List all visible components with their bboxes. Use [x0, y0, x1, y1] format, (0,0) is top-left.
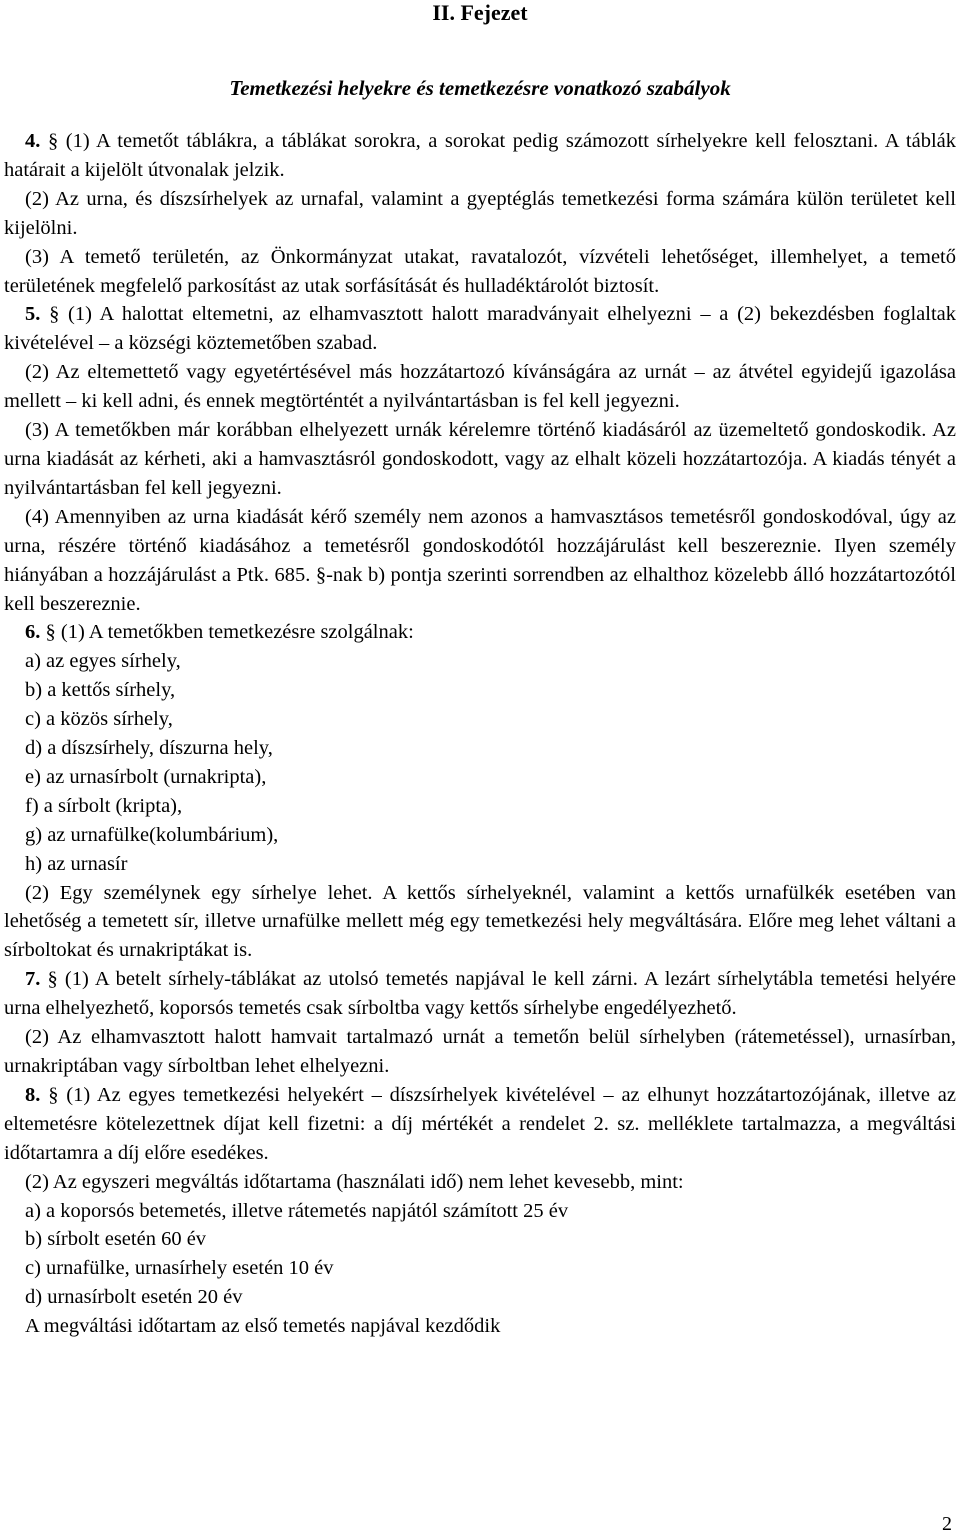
list-item: g) az urnafülke(kolumbárium),: [25, 823, 279, 846]
section-5-text-1: § (1) A halottat eltemetni, az elhamvasztott halott maradványait elhelyezni – a (2) bekezdésben foglaltak kivételével – a községi köztemetőben szabad.: [4, 303, 957, 355]
section-6-paragraph-1: [4, 618, 956, 647]
section-8-paragraph-1: [4, 1081, 956, 1168]
list-item: h) az urnasír: [25, 852, 128, 875]
section-5-paragraph-2: (2) Az eltemettető vagy egyetértésével más hozzátartozó kívánságára az urnát – az átvétel egyidejű igazolása mellett – ki kell adni, és ennek megtörténtét a nyilvántartásban is fel kell jegyezni.: [4, 361, 956, 413]
list-item: b) sírbolt esetén 60 év: [25, 1228, 207, 1251]
page-number: 2: [942, 1513, 952, 1535]
section-4-paragraph-3: (3) A temető területén, az Önkormányzat utakat, ravatalozót, vízvételi lehetőséget, illemhelyet, a temető területének megfelelő parkosítást az utak sorfásítását és hulladéktárolót biztosít.: [4, 245, 956, 297]
list-item: f) a sírbolt (kripta),: [25, 794, 183, 817]
section-8-number: 8.: [25, 1083, 41, 1106]
section-4-text-1: § (1) A temetőt táblákra, a táblákat sorokra, a sorokat pedig számozott sírhelyekre kell felosztani. A táblák határait a kijelölt útvonalak jelzik.: [4, 130, 957, 181]
section-6-text-1: § (1) A temetőkben temetkezésre szolgálnak:: [45, 621, 414, 644]
section-5-number: 5.: [25, 303, 41, 326]
list-item: b) a kettős sírhely,: [25, 679, 176, 702]
section-7-paragraph-2: (2) Az elhamvasztott halott hamvait tartalmazó urnát a temetőn belül sírhelyben (rátemetéssel), urnasírban, urnakriptában vagy sírboltban lehet elhelyezni.: [4, 1026, 956, 1077]
section-5-paragraph-1: [4, 300, 956, 358]
section-7-text-1: § (1) A betelt sírhely-táblákat az utolsó temetés napjával le kell zárni. A lezárt sírhelytábla temetési helyére urna elhelyezhető, koporsós temetés csak sírboltba vagy kettős sírhelybe engedélyezhető.: [4, 968, 957, 1020]
section-7-number: 7.: [25, 968, 41, 991]
section-8-text-1: § (1) Az egyes temetkezési helyekért – díszsírhelyek kivételével – az elhunyt hozzátartozójának, illetve az eltemetésre kötelezettnek díjat kell fizetni: a díj mértékét a rendelet 2. sz. melléklete tartalmazza, a megváltási időtartamra a díj előre esedékes.: [4, 1083, 957, 1164]
section-7-paragraph-1: [4, 965, 956, 1023]
list-item: d) urnasírbolt esetén 20 év: [25, 1286, 243, 1309]
chapter-subtitle: Temetkezési helyekre és temetkezésre vonatkozó szabályok: [229, 76, 731, 100]
section-5-paragraph-4: (4) Amennyiben az urna kiadását kérő személy nem azonos a hamvasztásos temetésről gondoskodóval, úgy az urna, részére történő kiadásához a temetésről gondoskodótól hozzájárulást kell beszereznie. Ilyen személy hiányában a hozzájárulást a Ptk. 685. §-nak b) pontja szerinti sorrendben az elhalthoz közelebb álló hozzátartozótól kell beszereznie.: [4, 505, 956, 615]
list-item: c) urnafülke, urnasírhely esetén 10 év: [25, 1257, 334, 1280]
closing-sentence: A megváltási időtartam az első temetés napjával kezdődik: [25, 1315, 501, 1338]
list-item: a) a koporsós betemetés, illetve rátemetés napjától számított 25 év: [25, 1199, 569, 1222]
list-item: d) a díszsírhely, díszurna hely,: [25, 737, 273, 760]
section-4-number: 4.: [25, 130, 41, 152]
list-item: e) az urnasírbolt (urnakripta),: [25, 765, 267, 788]
section-6-number: 6.: [25, 621, 41, 644]
section-4-paragraph-1: [4, 127, 956, 185]
section-4-paragraph-2: (2) Az urna, és díszsírhelyek az urnafal, valamint a gyeptéglás temetkezési forma számára külön területet kell kijelölni.: [4, 187, 956, 239]
list-item: c) a közös sírhely,: [25, 708, 173, 731]
document-body: [4, 127, 956, 1341]
section-8-paragraph-2: (2) Az egyszeri megváltás időtartama (használati idő) nem lehet kevesebb, mint:: [25, 1170, 684, 1193]
list-item: a) az egyes sírhely,: [25, 650, 181, 673]
section-6-paragraph-2: (2) Egy személynek egy sírhelye lehet. A kettős sírhelyeknél, valamint a kettős urnafülkék esetében van lehetőség a temetett sír, illetve urnafülke mellett még egy temetkezési hely megváltására. Előre meg lehet váltani a sírboltokat és urnakriptákat is.: [4, 881, 956, 962]
chapter-heading: II. Fejezet: [432, 0, 528, 25]
section-5-paragraph-3: (3) A temetőkben már korábban elhelyezett urnák kérelemre történő kiadásáról az üzemeltető gondoskodik. Az urna kiadását az kérheti, aki a hamvasztásról gondoskodott, vagy az elhalt közeli hozzátartozója. A kiadás tényét a nyilvántartásban fel kell jegyezni.: [4, 419, 956, 499]
